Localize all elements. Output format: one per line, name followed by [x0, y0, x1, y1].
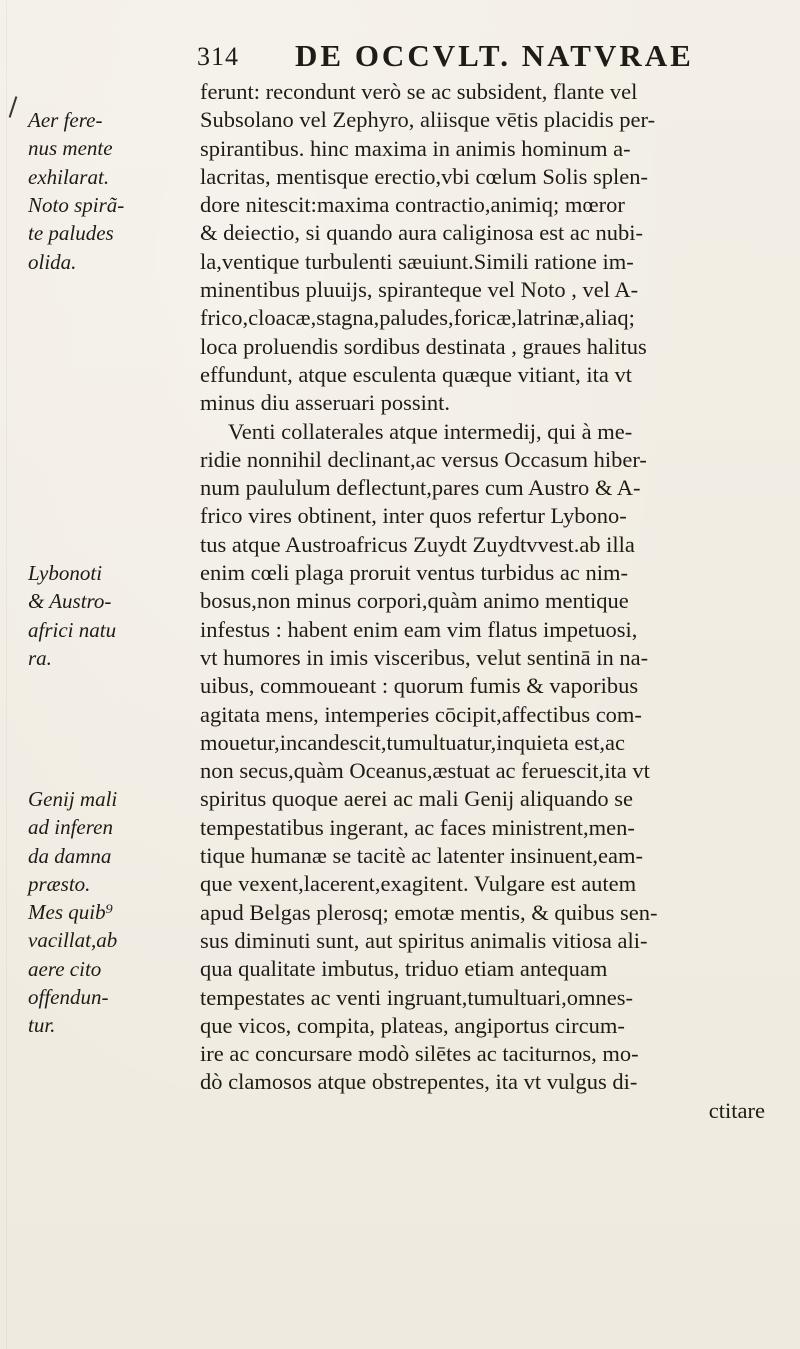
margin-note-line: da damna [28, 843, 112, 868]
text-line: frico,cloacæ,stagna,paludes,foricæ,latrinæ,aliaq; [200, 305, 635, 331]
margin-note-line: offendun- [28, 984, 109, 1009]
text-line: la,ventique turbulenti sæuiunt.Simili ratione im- [200, 248, 634, 274]
text-line: non secus,quàm Oceanus,æstuat ac feruescit,ita vt [200, 758, 650, 784]
text-line: tempestatibus ingerant, ac faces ministrent,men- [200, 814, 635, 840]
text-line: dore nitescit:maxima contractio,animiq; mœror [200, 192, 625, 218]
margin-note-line: ad inferen [28, 815, 113, 840]
margin-note-line: nus mente [28, 136, 113, 161]
margin-note-line: te paludes [28, 221, 114, 246]
text-line: spirantibus. hinc maxima in animis hominum a- [200, 135, 631, 161]
text-line: ire ac concursare modò silētes ac taciturnos, mo- [200, 1041, 639, 1067]
text-line: vt humores in imis visceribus, velut sentinā in na- [200, 644, 649, 670]
margin-note-aer-fere [28, 106, 203, 191]
text-line: que vicos, compita, plateas, angiportus circum- [200, 1012, 625, 1038]
text-line: effundunt, atque esculenta quæque vitiant, ita vt [200, 361, 632, 387]
text-line: qua qualitate imbutus, triduo etiam antequam [200, 956, 608, 982]
text-line: tus atque Austroafricus Zuydt Zuydtvvest.ab illa [200, 531, 635, 557]
margin-note-mes-quib [28, 898, 203, 1039]
text-line: enim cœli plaga proruit ventus turbidus ac nim- [200, 560, 629, 586]
text-line: mouetur,incandescit,tumultuatur,inquieta est,ac [200, 729, 625, 755]
running-head [197, 38, 757, 78]
text-line: & deiectio, si quando aura caliginosa est ac nubi- [200, 220, 643, 246]
margin-note-line: Noto spirã- [28, 193, 125, 217]
text-line: num paululum deflectunt,pares cum Austro & A- [200, 475, 641, 501]
text-line: ridie nonnihil declinant,ac versus Occasum hiber- [200, 446, 647, 472]
text-line: spiritus quoque aerei ac mali Genij aliquando se [200, 786, 633, 812]
text-line: que vexent,lacerent,exagitent. Vulgare est autem [200, 871, 637, 897]
text-line: frico vires obtinent, inter quos refertur Lybono- [200, 503, 627, 529]
margin-note-line: præsto. [28, 871, 91, 896]
margin-note-line: & Austro- [28, 589, 112, 614]
text-line: uibus, commoueant : quorum fumis & vaporibus [200, 673, 639, 699]
margin-note-noto-spira [28, 191, 203, 276]
text-line: Subsolano vel Zephyro, aliisque vētis placidis per- [200, 107, 656, 133]
text-line: loca proluendis sordibus destinata , graues halitus [200, 333, 647, 359]
margin-note-genij-mali [28, 785, 203, 898]
text-line: tempestates ac venti ingruant,tumultuari,omnes- [200, 984, 634, 1010]
margin-note-lybonoti [28, 559, 203, 672]
text-line: lacritas, mentisque erectio,vbi cœlum Solis splen- [200, 163, 649, 189]
margin-note-line: Lybonoti [28, 561, 103, 585]
text-line: tique humanæ se tacitè ac latenter insinuent,eam- [200, 843, 643, 869]
text-line: bosus,non minus corpori,quàm animo mentique [200, 588, 629, 614]
margin-note-line: tur. [28, 1013, 56, 1038]
marginalia [0, 0, 200, 1349]
text-line: Venti collaterales atque intermedij, qui à me- [228, 418, 633, 444]
margin-note-line: aere cito [28, 956, 102, 981]
text-line: infestus : habent enim eam vim flatus impetuosi, [200, 616, 638, 642]
page-number: 314 [197, 42, 239, 71]
margin-note-line: Aer fere- [28, 108, 103, 132]
margin-note-line: Mes quib⁹ [28, 900, 113, 924]
catchword: ctitare [708, 1097, 765, 1123]
text-line: agitata mens, intemperies cōcipit,affectibus com- [200, 701, 642, 727]
text-line: dò clamosos atque obstrepentes, ita vt vulgus di- [200, 1069, 638, 1095]
running-title: DE OCCVLT. NATVRAE [295, 38, 694, 73]
text-line: sus diminuti sunt, aut spiritus animalis vitiosa ali- [200, 927, 648, 953]
margin-note-line: Genij mali [28, 787, 118, 811]
margin-note-line: ra. [28, 645, 52, 670]
margin-note-line: olida. [28, 249, 77, 274]
margin-note-line: vacillat,ab [28, 928, 118, 953]
margin-note-line: exhilarat. [28, 164, 110, 189]
margin-note-line: africi natu [28, 617, 117, 642]
main-text-block [200, 78, 765, 1125]
text-line: minentibus pluuijs, spiranteque vel Noto , vel A- [200, 277, 639, 303]
text-line: ferunt: recondunt verò se ac subsident, flante vel [200, 79, 638, 104]
text-line: apud Belgas plerosq; emotæ mentis, & quibus sen- [200, 899, 658, 925]
text-line: minus diu asseruari possint. [200, 390, 450, 416]
